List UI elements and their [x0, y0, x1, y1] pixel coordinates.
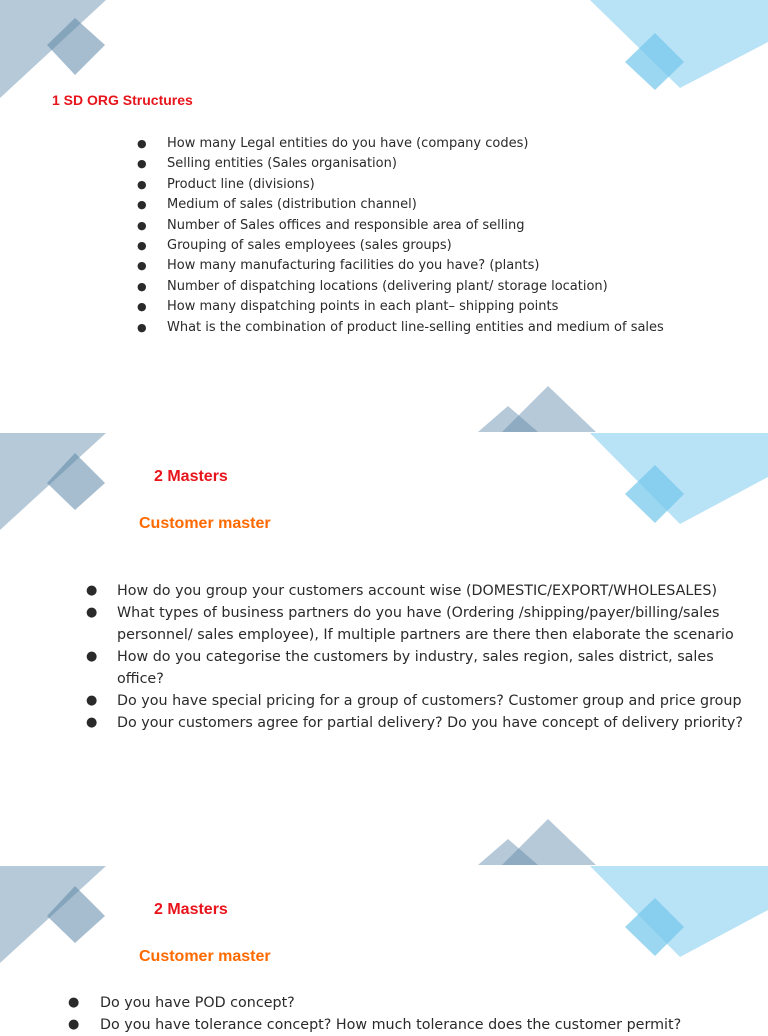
- list-item: [136, 277, 756, 297]
- list-item-text: How many manufacturing facilities do you have? (plants): [167, 258, 540, 274]
- list-item-text: Medium of sales (distribution channel): [167, 197, 417, 213]
- section2-heading: 2 Masters: [154, 468, 228, 485]
- bullet-icon: ●: [68, 1017, 80, 1032]
- list-item-text: Number of Sales offices and responsible area of selling: [167, 217, 525, 233]
- bullet-icon: ●: [137, 137, 147, 150]
- band3-left-shapes: [0, 866, 106, 963]
- bullet-icon: ●: [86, 605, 98, 620]
- list-item-text: How many Legal entities do you have (company codes): [167, 136, 529, 151]
- list-item-text: Do you have special pricing for a group of customers? Customer group and price group: [117, 693, 742, 709]
- bullet-icon: ●: [137, 279, 147, 293]
- list-item-text: How do you categorise the customers by industry, sales region, sales district, sales office?: [117, 649, 714, 687]
- bullet-icon: ●: [86, 715, 98, 730]
- list-item: [84, 580, 760, 602]
- section1-heading: 1 SD ORG Structures: [52, 92, 193, 108]
- list-item-text: Do your customers agree for partial delivery? Do you have concept of delivery priority?: [117, 715, 743, 731]
- bullet-icon: ●: [86, 693, 98, 708]
- list-item: [136, 134, 756, 154]
- list-item-text: Number of dispatching locations (delivering plant/ storage location): [167, 278, 608, 294]
- section3-subheading: Customer master: [139, 948, 271, 965]
- list-item: [66, 1014, 756, 1036]
- list-item: [84, 712, 760, 734]
- list-item: [136, 175, 756, 195]
- list-item-text: How many dispatching points in each plant– shipping points: [167, 299, 559, 315]
- section2-subheading: Customer master: [139, 515, 271, 532]
- bullet-icon: ●: [137, 157, 147, 171]
- section3-list: [66, 992, 756, 1036]
- bullet-icon: ●: [137, 320, 147, 334]
- list-item-text: Product line (divisions): [167, 176, 315, 192]
- list-item: [136, 216, 756, 236]
- list-item-text: How do you group your customers account wise (DOMESTIC/EXPORT/WHOLESALES): [117, 583, 718, 599]
- list-item: [136, 154, 756, 174]
- band3-mountains: [478, 819, 596, 865]
- list-item-text: Selling entities (Sales organisation): [167, 156, 397, 172]
- section1-list: [136, 134, 756, 338]
- band2-left-shapes: [0, 433, 106, 530]
- list-item-text: Do you have POD concept?: [100, 995, 295, 1011]
- list-item: [136, 236, 756, 256]
- bullet-icon: ●: [137, 218, 147, 232]
- list-item: [66, 992, 756, 1014]
- list-item: [84, 690, 760, 712]
- band3-right-shapes: [590, 866, 768, 957]
- top-left-diamonds: [0, 0, 106, 98]
- list-item: [84, 646, 760, 690]
- bullet-icon: ●: [137, 300, 147, 314]
- bullet-icon: ●: [137, 259, 147, 273]
- list-item-text: What types of business partners do you have (Ordering /shipping/payer/billing/sales personnel/ sales employee), If multiple partners are there then elaborate the scenario: [117, 605, 734, 643]
- bullet-icon: ●: [68, 995, 80, 1010]
- list-item: [136, 318, 756, 338]
- band2-mountains: [478, 386, 596, 432]
- list-item: [136, 297, 756, 317]
- list-item-text: Do you have tolerance concept? How much tolerance does the customer permit?: [100, 1017, 682, 1033]
- bullet-icon: ●: [86, 649, 98, 664]
- list-item: [136, 256, 756, 276]
- bullet-icon: ●: [137, 177, 147, 191]
- bullet-icon: ●: [137, 239, 147, 253]
- list-item: [136, 195, 756, 215]
- section3-heading: 2 Masters: [154, 901, 228, 918]
- bullet-icon: ●: [137, 198, 147, 212]
- list-item: [84, 602, 760, 646]
- top-right-triangles: [590, 0, 768, 90]
- list-item-text: Grouping of sales employees (sales groups): [167, 238, 452, 254]
- section2-list: [84, 580, 760, 734]
- list-item-text: What is the combination of product line-selling entities and medium of sales: [167, 319, 664, 335]
- bullet-icon: ●: [86, 583, 98, 598]
- band2-right-shapes: [590, 433, 768, 524]
